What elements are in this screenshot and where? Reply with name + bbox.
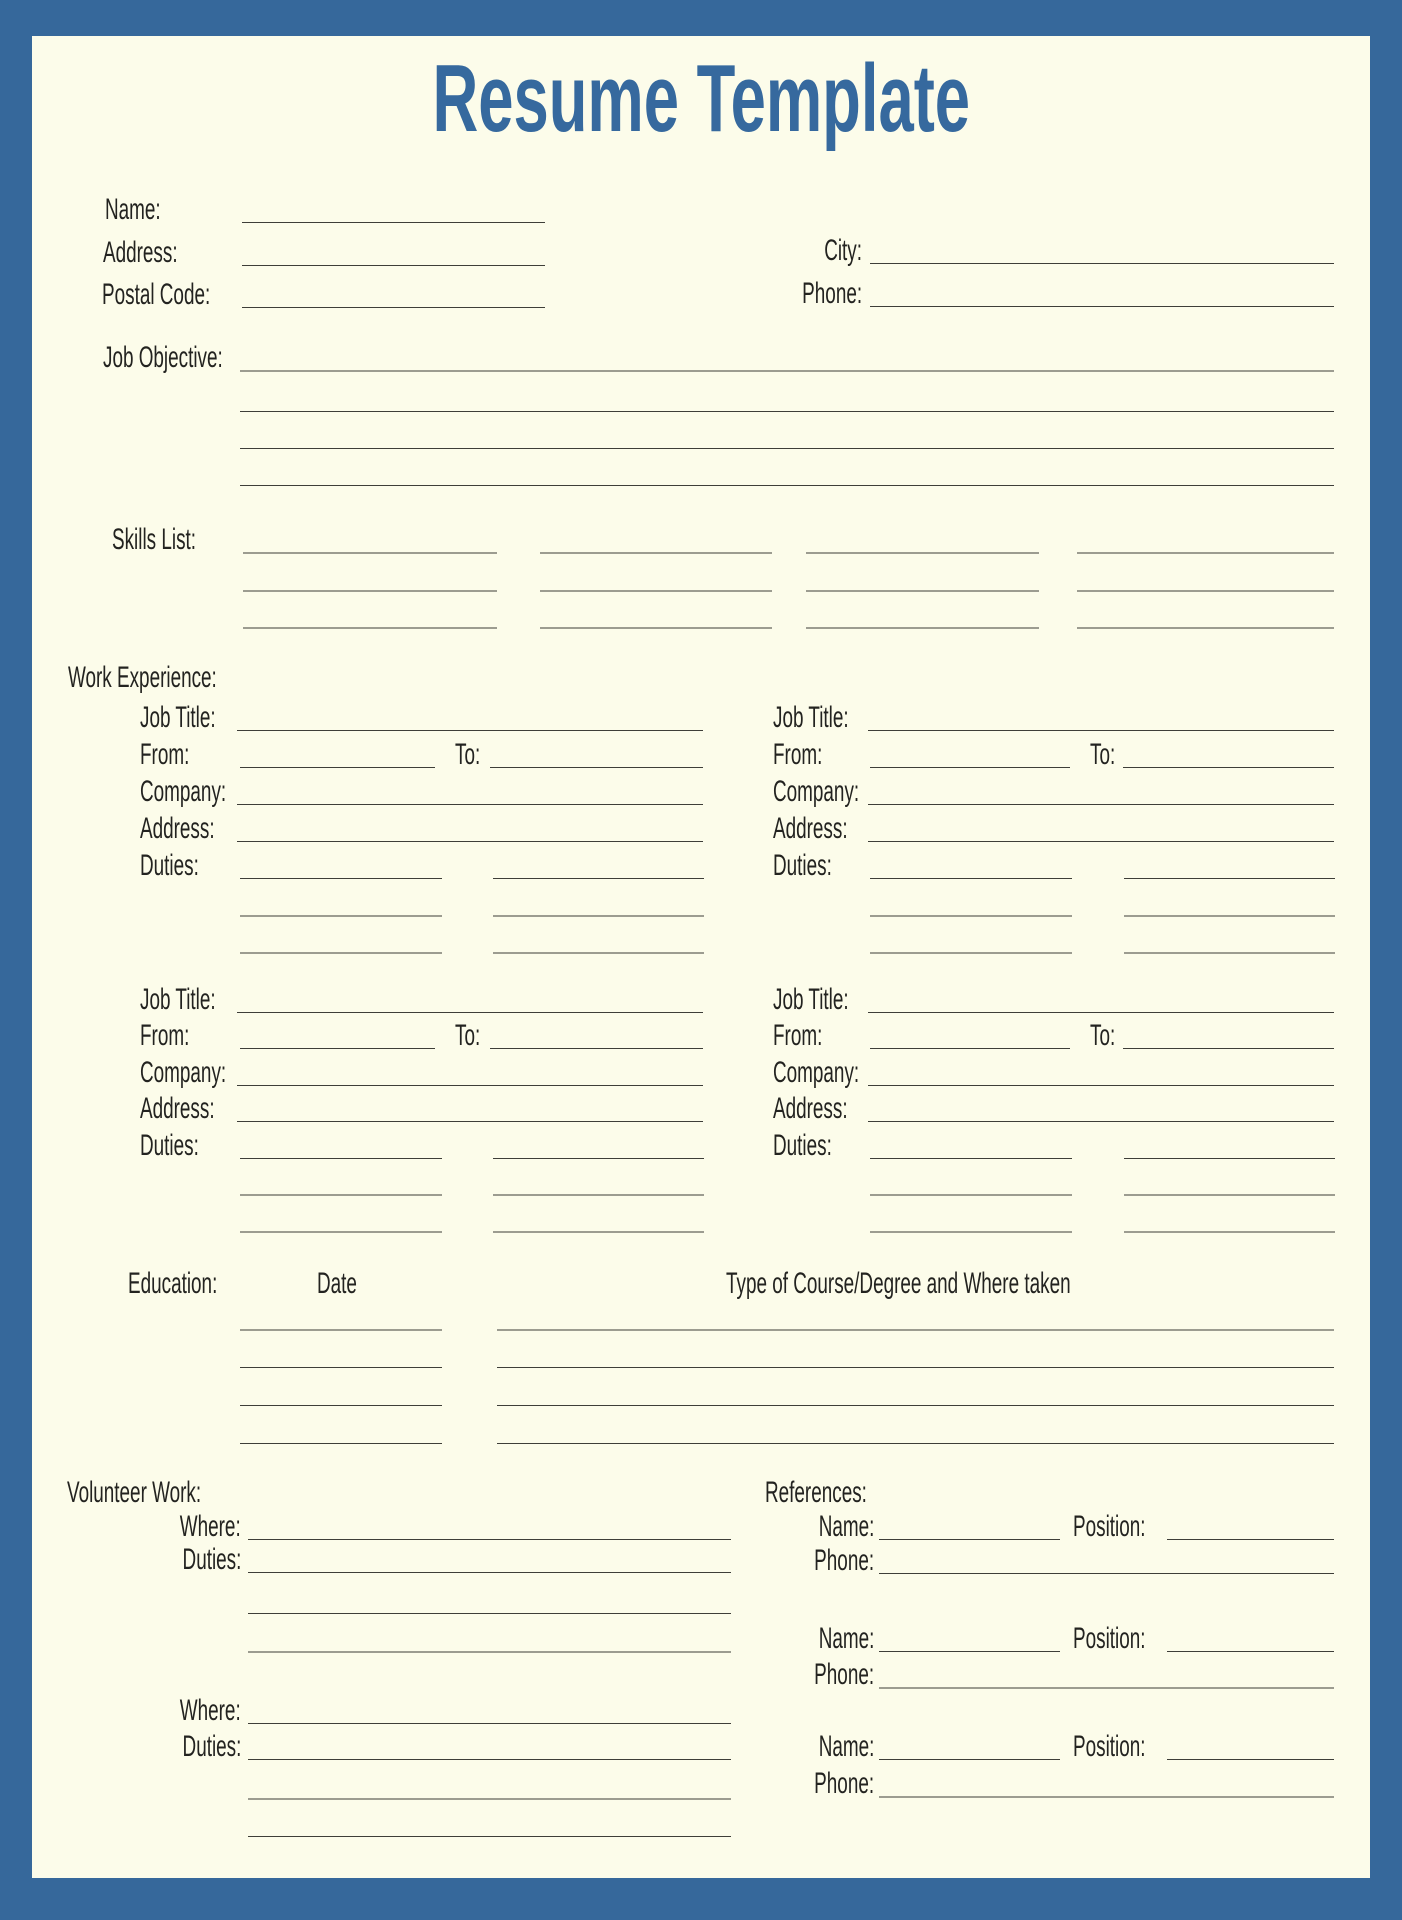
- job-objective-label: Job Objective:: [103, 341, 223, 374]
- postal-code-label: Postal Code:: [102, 278, 211, 311]
- ref1-name-line[interactable]: [879, 1539, 1060, 1540]
- job3-duties-line[interactable]: [493, 1231, 704, 1233]
- postal-code-field-line[interactable]: [242, 307, 545, 308]
- skills-line[interactable]: [1077, 552, 1334, 554]
- job1-company-line[interactable]: [237, 804, 703, 805]
- skills-line[interactable]: [806, 590, 1039, 592]
- job2-duties-line[interactable]: [1124, 952, 1335, 954]
- job-objective-line-3[interactable]: [240, 448, 1334, 449]
- skills-list-label: Skills List:: [112, 523, 197, 556]
- ref1-position-line[interactable]: [1167, 1539, 1334, 1540]
- job4-company-line[interactable]: [868, 1085, 1334, 1086]
- job1-title-label: Job Title:: [140, 701, 216, 734]
- ref2-phone-line[interactable]: [879, 1687, 1334, 1689]
- job4-to-line[interactable]: [1123, 1048, 1334, 1049]
- phone-label: Phone:: [802, 277, 862, 310]
- volunteer1-where-line[interactable]: [248, 1539, 731, 1540]
- education-course-line[interactable]: [497, 1367, 1334, 1368]
- job1-address-line[interactable]: [237, 841, 703, 842]
- job4-title-label: Job Title:: [773, 983, 849, 1016]
- volunteer2-duties-line[interactable]: [248, 1836, 731, 1837]
- skills-line[interactable]: [806, 627, 1039, 629]
- job2-from-label: From:: [773, 738, 823, 771]
- job1-duties-line[interactable]: [240, 952, 442, 954]
- job4-duties-line[interactable]: [870, 1194, 1072, 1196]
- job3-company-label: Company:: [140, 1056, 227, 1089]
- volunteer1-duties-line[interactable]: [248, 1613, 731, 1614]
- job3-from-label: From:: [140, 1019, 190, 1052]
- skills-line[interactable]: [243, 552, 497, 554]
- work-experience-label: Work Experience:: [68, 661, 217, 694]
- ref1-position-label: Position:: [1073, 1510, 1146, 1543]
- volunteer1-duties-line[interactable]: [248, 1651, 731, 1653]
- phone-field-line[interactable]: [870, 306, 1334, 307]
- skills-line[interactable]: [1077, 627, 1334, 629]
- volunteer2-duties-label: Duties:: [182, 1730, 241, 1763]
- job2-duties-label: Duties:: [773, 849, 832, 882]
- ref3-phone-line[interactable]: [879, 1796, 1334, 1798]
- education-label: Education:: [128, 1267, 218, 1300]
- education-course-line[interactable]: [497, 1443, 1334, 1444]
- job4-duties-line[interactable]: [1124, 1158, 1335, 1159]
- education-course-line[interactable]: [497, 1329, 1334, 1331]
- education-date-header: Date: [317, 1267, 357, 1300]
- city-label: City:: [824, 234, 862, 267]
- volunteer2-duties-line[interactable]: [248, 1798, 731, 1800]
- skills-line[interactable]: [1077, 590, 1334, 592]
- job3-address-label: Address:: [140, 1092, 215, 1125]
- volunteer2-where-label: Where:: [180, 1694, 241, 1727]
- job2-address-label: Address:: [773, 812, 848, 845]
- job3-address-line[interactable]: [237, 1121, 703, 1122]
- job4-from-line[interactable]: [870, 1048, 1070, 1049]
- name-label: Name:: [105, 193, 161, 226]
- volunteer1-where-label: Where:: [180, 1510, 241, 1543]
- ref2-phone-label: Phone:: [814, 1658, 874, 1691]
- job1-duties-label: Duties:: [140, 849, 199, 882]
- job1-duties-line[interactable]: [493, 915, 704, 917]
- ref1-phone-label: Phone:: [814, 1544, 874, 1577]
- ref1-name-label: Name:: [818, 1510, 874, 1543]
- job2-duties-line[interactable]: [870, 952, 1072, 954]
- job2-duties-line[interactable]: [870, 878, 1072, 879]
- volunteer1-duties-label: Duties:: [182, 1543, 241, 1576]
- job1-duties-line[interactable]: [240, 878, 442, 879]
- job3-duties-line[interactable]: [493, 1194, 704, 1196]
- ref2-position-line[interactable]: [1167, 1651, 1334, 1652]
- job3-duties-line[interactable]: [240, 1158, 442, 1159]
- ref3-position-label: Position:: [1073, 1730, 1146, 1763]
- job4-address-label: Address:: [773, 1092, 848, 1125]
- ref3-position-line[interactable]: [1167, 1759, 1334, 1760]
- education-course-line[interactable]: [497, 1405, 1334, 1406]
- job4-address-line[interactable]: [868, 1121, 1334, 1122]
- ref2-name-line[interactable]: [879, 1651, 1060, 1652]
- job2-address-line[interactable]: [868, 841, 1334, 842]
- job3-title-label: Job Title:: [140, 983, 216, 1016]
- job2-duties-line[interactable]: [1124, 915, 1335, 917]
- job4-from-label: From:: [773, 1019, 823, 1052]
- job2-to-line[interactable]: [1123, 767, 1334, 768]
- job1-from-label: From:: [140, 738, 190, 771]
- job3-company-line[interactable]: [237, 1085, 703, 1086]
- job2-title-line[interactable]: [868, 730, 1334, 731]
- references-label: References:: [765, 1476, 867, 1509]
- skills-line[interactable]: [540, 590, 772, 592]
- address-field-line[interactable]: [242, 265, 545, 266]
- ref3-phone-label: Phone:: [814, 1767, 874, 1800]
- job1-duties-line[interactable]: [240, 915, 442, 917]
- page-title: Resume Template: [432, 45, 970, 152]
- skills-line[interactable]: [243, 590, 497, 592]
- name-field-line[interactable]: [242, 222, 545, 223]
- job4-duties-line[interactable]: [870, 1158, 1072, 1159]
- skills-line[interactable]: [806, 552, 1039, 554]
- job3-duties-line[interactable]: [240, 1194, 442, 1196]
- job2-duties-line[interactable]: [870, 915, 1072, 917]
- job2-duties-line[interactable]: [1124, 878, 1335, 879]
- education-date-line[interactable]: [240, 1405, 442, 1406]
- job1-company-label: Company:: [140, 775, 227, 808]
- education-date-line[interactable]: [240, 1329, 442, 1331]
- job3-title-line[interactable]: [237, 1012, 703, 1013]
- job2-company-label: Company:: [773, 775, 860, 808]
- job1-to-label: To:: [455, 738, 481, 771]
- job2-company-line[interactable]: [868, 804, 1334, 805]
- job-objective-line-1[interactable]: [240, 370, 1334, 372]
- education-course-header: Type of Course/Degree and Where taken: [726, 1267, 1071, 1300]
- job1-duties-line[interactable]: [493, 878, 704, 879]
- job1-title-line[interactable]: [237, 730, 703, 731]
- address-label: Address:: [103, 236, 178, 269]
- job3-from-line[interactable]: [240, 1048, 435, 1049]
- volunteer-work-label: Volunteer Work:: [67, 1476, 202, 1509]
- education-date-line[interactable]: [240, 1367, 442, 1368]
- job4-duties-line[interactable]: [1124, 1194, 1335, 1196]
- job1-to-line[interactable]: [490, 767, 703, 768]
- job1-address-label: Address:: [140, 812, 215, 845]
- job2-title-label: Job Title:: [773, 701, 849, 734]
- job3-to-label: To:: [455, 1019, 481, 1052]
- job4-to-label: To:: [1090, 1019, 1116, 1052]
- ref2-name-label: Name:: [818, 1622, 874, 1655]
- job2-to-label: To:: [1090, 738, 1116, 771]
- skills-line[interactable]: [243, 627, 497, 629]
- ref1-phone-line[interactable]: [879, 1573, 1334, 1574]
- job4-duties-line[interactable]: [1124, 1231, 1335, 1233]
- skills-line[interactable]: [540, 552, 772, 554]
- job3-duties-label: Duties:: [140, 1129, 199, 1162]
- volunteer2-duties-line[interactable]: [248, 1759, 731, 1760]
- volunteer2-where-line[interactable]: [248, 1723, 731, 1724]
- job3-duties-line[interactable]: [240, 1231, 442, 1233]
- job4-title-line[interactable]: [868, 1012, 1334, 1013]
- city-field-line[interactable]: [870, 263, 1334, 264]
- education-date-line[interactable]: [240, 1443, 442, 1444]
- job1-from-line[interactable]: [240, 767, 435, 768]
- job3-to-line[interactable]: [490, 1048, 703, 1049]
- job4-company-label: Company:: [773, 1056, 860, 1089]
- job-objective-line-4[interactable]: [240, 485, 1334, 486]
- skills-line[interactable]: [540, 627, 772, 629]
- job4-duties-line[interactable]: [870, 1231, 1072, 1233]
- job-objective-line-2[interactable]: [240, 411, 1334, 412]
- ref3-name-label: Name:: [818, 1730, 874, 1763]
- job2-from-line[interactable]: [870, 767, 1070, 768]
- paper-background: [32, 36, 1370, 1878]
- job4-duties-label: Duties:: [773, 1129, 832, 1162]
- job3-duties-line[interactable]: [493, 1158, 704, 1159]
- job1-duties-line[interactable]: [493, 952, 704, 954]
- volunteer1-duties-line[interactable]: [248, 1572, 731, 1573]
- ref3-name-line[interactable]: [879, 1759, 1060, 1760]
- ref2-position-label: Position:: [1073, 1622, 1146, 1655]
